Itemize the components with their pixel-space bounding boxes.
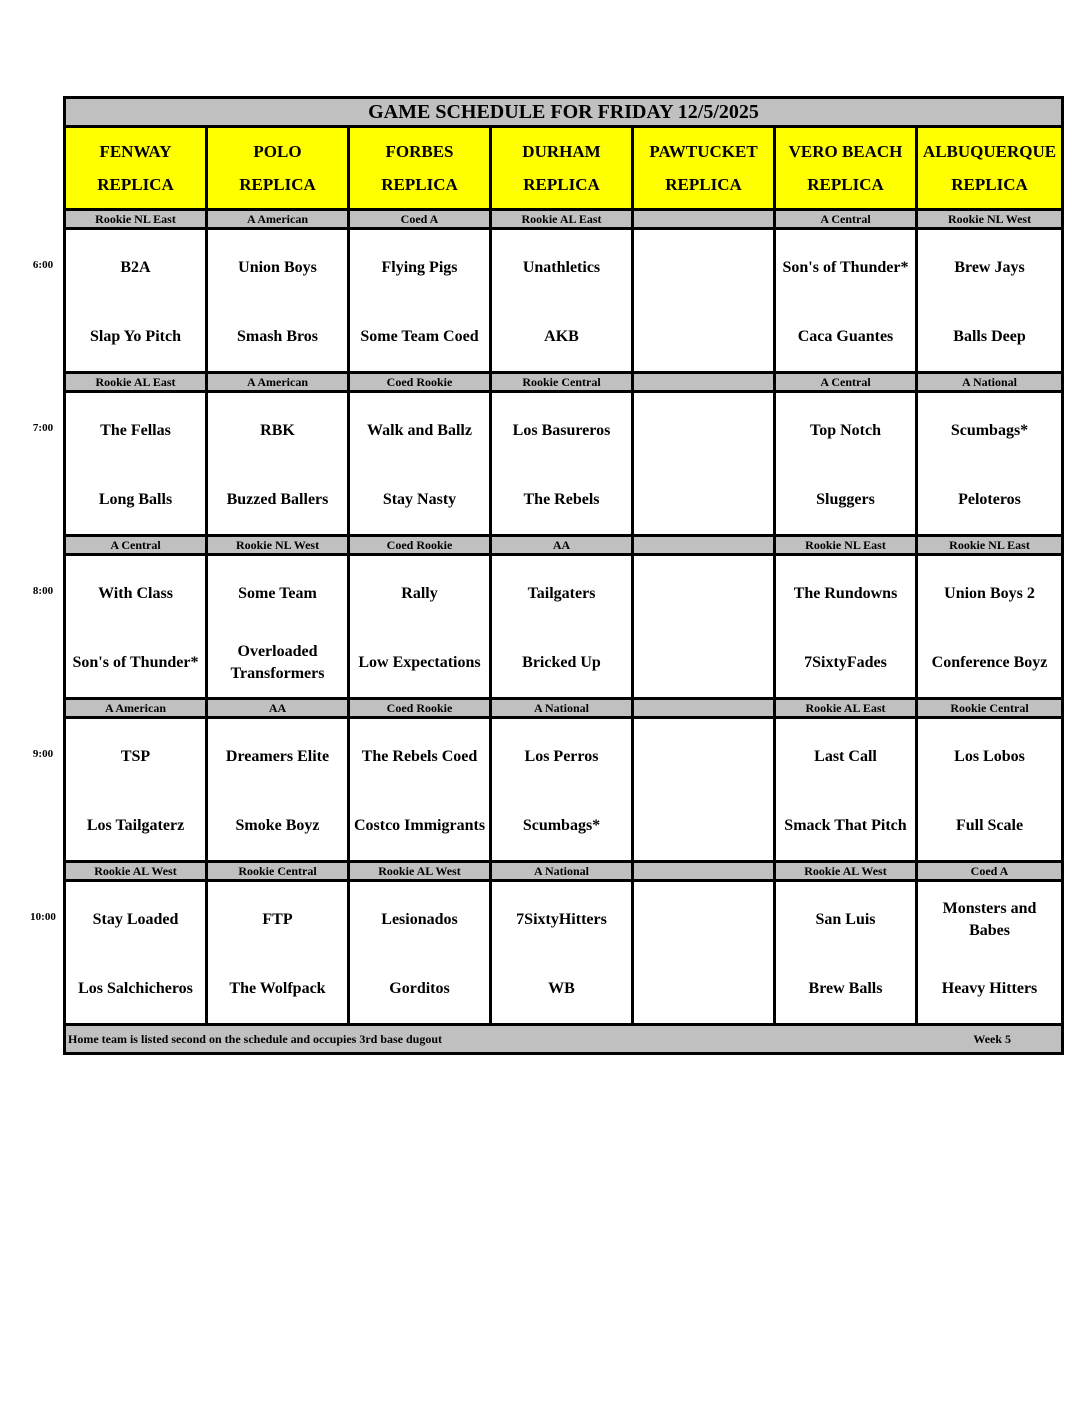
division-label: Rookie AL West [775, 862, 917, 881]
division-label: A National [491, 862, 633, 881]
matchup [634, 230, 773, 371]
schedule-table [63, 96, 1064, 1055]
division-label: Coed A [917, 862, 1063, 881]
schedule-table-wrapper [63, 96, 1061, 1055]
footer-content [66, 1032, 1061, 1047]
division-label [633, 373, 775, 392]
field-header-vero-beach [775, 127, 917, 210]
home-team [634, 792, 773, 861]
game-cell [65, 229, 207, 373]
away-team: Los Lobos [954, 748, 1025, 766]
matchup [66, 882, 205, 1023]
away-team: Walk and Ballz [367, 422, 472, 440]
division-label: Rookie NL West [917, 210, 1063, 229]
game-cell [633, 881, 775, 1025]
game-cell [917, 881, 1063, 1025]
field-header-albuquerque [917, 127, 1063, 210]
division-label: Rookie AL East [491, 210, 633, 229]
field-type: REPLICA [665, 175, 742, 194]
field-type: REPLICA [97, 175, 174, 194]
away-team: Lesionados [381, 911, 458, 929]
game-cell [349, 229, 491, 373]
matchup [776, 393, 915, 534]
away-team: B2A [120, 259, 151, 277]
division-row [65, 210, 1063, 229]
game-cell [775, 718, 917, 862]
division-label [633, 210, 775, 229]
field-name: VERO BEACH [788, 142, 903, 161]
game-cell [349, 392, 491, 536]
matchup [918, 882, 1061, 1023]
game-cell [491, 555, 633, 699]
game-cell [491, 392, 633, 536]
division-label: Rookie NL East [917, 536, 1063, 555]
game-cell [491, 881, 633, 1025]
home-team: Conference Boyz [931, 653, 1048, 671]
away-team: Top Notch [810, 422, 881, 440]
away-team: San Luis [815, 911, 876, 929]
matchup [918, 393, 1061, 534]
home-team [634, 303, 773, 372]
game-cell [775, 392, 917, 536]
division-row [65, 373, 1063, 392]
home-team: Overloaded Transformers [230, 642, 325, 682]
home-team: Heavy Hitters [941, 979, 1038, 997]
division-label: Rookie Central [207, 862, 349, 881]
division-label: Rookie AL West [65, 862, 207, 881]
away-team [634, 393, 773, 466]
away-team [634, 230, 773, 303]
field-header-row [65, 127, 1063, 210]
game-cell [775, 229, 917, 373]
division-label: A Central [775, 210, 917, 229]
footer-cell [65, 1025, 1063, 1054]
game-cell [65, 392, 207, 536]
game-cell [349, 881, 491, 1025]
week-label: Week 5 [973, 1031, 1012, 1046]
away-team [634, 719, 773, 792]
game-cell [207, 881, 349, 1025]
matchup [350, 393, 489, 534]
home-team: AKB [544, 327, 579, 345]
game-cell [65, 718, 207, 862]
division-label: A National [491, 699, 633, 718]
home-team: Los Salchicheros [78, 979, 193, 997]
division-label: Rookie Central [491, 373, 633, 392]
field-type: REPLICA [951, 175, 1028, 194]
away-team: With Class [98, 585, 173, 603]
matchup [492, 719, 631, 860]
matchup [492, 882, 631, 1023]
division-row [65, 699, 1063, 718]
matchup [634, 393, 773, 534]
home-team: Scumbags* [522, 816, 601, 834]
game-row [65, 881, 1063, 1025]
away-team: Son's of Thunder* [782, 259, 909, 277]
game-cell [207, 555, 349, 699]
away-team: Stay Loaded [92, 911, 179, 929]
matchup [66, 556, 205, 697]
field-type: REPLICA [523, 175, 600, 194]
matchup [634, 882, 773, 1023]
home-team: Some Team Coed [360, 327, 479, 345]
division-label: AA [491, 536, 633, 555]
footer-note: Home team is listed second on the schedule and occupies 3rd base dugout [68, 1031, 443, 1046]
away-team: Los Perros [524, 748, 599, 766]
field-name: DURHAM [522, 142, 601, 161]
home-team: Full Scale [955, 816, 1024, 834]
time-label: 9:00 [32, 747, 54, 760]
field-type: REPLICA [239, 175, 316, 194]
division-label [633, 699, 775, 718]
away-team: TSP [120, 748, 151, 766]
home-team: Stay Nasty [382, 490, 457, 508]
game-cell [633, 229, 775, 373]
home-team: Gorditos [389, 979, 450, 997]
home-team: The Rebels [523, 490, 600, 508]
division-label [633, 536, 775, 555]
home-team: Caca Guantes [797, 327, 894, 345]
footer-row [65, 1025, 1063, 1054]
home-team: Buzzed Ballers [226, 490, 329, 508]
home-team: Brew Balls [808, 979, 883, 997]
matchup [350, 230, 489, 371]
matchup [208, 719, 347, 860]
home-team: Smack That Pitch [784, 816, 907, 834]
matchup [634, 719, 773, 860]
game-row [65, 229, 1063, 373]
away-team: Union Boys [238, 259, 317, 277]
time-label: 6:00 [32, 258, 54, 271]
division-label: A National [917, 373, 1063, 392]
away-team: Union Boys 2 [944, 585, 1035, 603]
matchup [918, 230, 1061, 371]
away-team [634, 882, 773, 955]
division-label: A American [207, 210, 349, 229]
away-team: Unathletics [522, 259, 601, 277]
away-team: Scumbags* [950, 422, 1029, 440]
home-team: Long Balls [98, 490, 173, 508]
matchup [918, 719, 1061, 860]
matchup [492, 230, 631, 371]
matchup [776, 230, 915, 371]
away-team: The Rebels Coed [361, 748, 478, 766]
matchup [208, 882, 347, 1023]
matchup [776, 719, 915, 860]
matchup [350, 556, 489, 697]
away-team: Flying Pigs [381, 259, 458, 277]
home-team: Son's of Thunder* [72, 653, 199, 671]
home-team: 7SixtyFades [804, 653, 887, 671]
home-team: WB [548, 979, 575, 997]
game-row [65, 555, 1063, 699]
home-team [634, 466, 773, 535]
away-team: Monsters and Babes [942, 900, 1037, 940]
matchup [492, 556, 631, 697]
home-team: Smash Bros [236, 327, 319, 345]
matchup [492, 393, 631, 534]
division-label: A Central [65, 536, 207, 555]
game-cell [633, 718, 775, 862]
away-team: The Fellas [100, 422, 171, 440]
game-cell [917, 392, 1063, 536]
game-cell [349, 718, 491, 862]
matchup [634, 556, 773, 697]
field-name: ALBUQUERQUE [922, 142, 1057, 161]
field-type: REPLICA [381, 175, 458, 194]
matchup [208, 393, 347, 534]
away-team: Brew Jays [954, 259, 1025, 277]
field-header-forbes [349, 127, 491, 210]
division-label: Rookie NL East [775, 536, 917, 555]
matchup [66, 393, 205, 534]
away-team: Tailgaters [527, 585, 596, 603]
field-type: REPLICA [807, 175, 884, 194]
field-name: PAWTUCKET [649, 142, 758, 161]
game-cell [917, 555, 1063, 699]
division-row [65, 536, 1063, 555]
home-team: Balls Deep [953, 327, 1026, 345]
game-cell [917, 718, 1063, 862]
time-label: 7:00 [32, 421, 54, 434]
game-cell [917, 229, 1063, 373]
home-team [634, 629, 773, 698]
home-team [634, 955, 773, 1024]
away-team: Los Basureros [512, 422, 611, 440]
schedule-title: GAME SCHEDULE FOR FRIDAY 12/5/2025 [65, 98, 1063, 127]
field-name: FENWAY [99, 142, 172, 161]
division-label: Coed A [349, 210, 491, 229]
away-team: Dreamers Elite [225, 748, 330, 766]
division-label: Rookie AL East [65, 373, 207, 392]
home-team: Peloteros [958, 490, 1021, 508]
matchup [208, 230, 347, 371]
game-cell [633, 555, 775, 699]
division-label: Rookie NL East [65, 210, 207, 229]
away-team: Rally [401, 585, 438, 603]
field-header-durham [491, 127, 633, 210]
game-cell [775, 881, 917, 1025]
game-cell [207, 392, 349, 536]
division-label: AA [207, 699, 349, 718]
field-header-pawtucket [633, 127, 775, 210]
matchup [66, 230, 205, 371]
matchup [66, 719, 205, 860]
away-team: Some Team [238, 585, 317, 603]
division-label: A American [207, 373, 349, 392]
division-label: A American [65, 699, 207, 718]
division-label: Coed Rookie [349, 373, 491, 392]
home-team: Slap Yo Pitch [90, 327, 181, 345]
home-team: Low Expectations [358, 653, 481, 671]
division-label: Rookie AL West [349, 862, 491, 881]
division-label: Rookie AL East [775, 699, 917, 718]
division-label: Rookie NL West [207, 536, 349, 555]
division-row [65, 862, 1063, 881]
home-team: Smoke Boyz [235, 816, 320, 834]
field-header-polo [207, 127, 349, 210]
away-team: RBK [260, 422, 295, 440]
division-label: A Central [775, 373, 917, 392]
game-cell [775, 555, 917, 699]
game-cell [207, 718, 349, 862]
away-team: FTP [262, 911, 293, 929]
game-cell [491, 718, 633, 862]
home-team: The Wolfpack [229, 979, 326, 997]
game-cell [633, 392, 775, 536]
away-team: 7SixtyHitters [516, 911, 607, 929]
division-label: Coed Rookie [349, 536, 491, 555]
field-name: FORBES [385, 142, 454, 161]
matchup [776, 882, 915, 1023]
time-label: 8:00 [32, 584, 54, 597]
away-team: The Rundowns [793, 585, 898, 603]
division-label: Rookie Central [917, 699, 1063, 718]
field-header-fenway [65, 127, 207, 210]
home-team: Bricked Up [522, 653, 601, 671]
matchup [918, 556, 1061, 697]
home-team: Costco Immigrants [353, 816, 486, 834]
matchup [350, 719, 489, 860]
game-row [65, 392, 1063, 536]
matchup [208, 556, 347, 697]
away-team: Last Call [814, 748, 877, 766]
field-name: POLO [253, 142, 302, 161]
game-cell [65, 555, 207, 699]
game-cell [207, 229, 349, 373]
division-label: Coed Rookie [349, 699, 491, 718]
game-cell [65, 881, 207, 1025]
home-team: Sluggers [816, 490, 875, 508]
game-cell [491, 229, 633, 373]
matchup [776, 556, 915, 697]
away-team [634, 556, 773, 629]
time-label: 10:00 [30, 910, 56, 923]
game-cell [349, 555, 491, 699]
division-label [633, 862, 775, 881]
home-team: Los Tailgaterz [86, 816, 185, 834]
matchup [350, 882, 489, 1023]
game-row [65, 718, 1063, 862]
